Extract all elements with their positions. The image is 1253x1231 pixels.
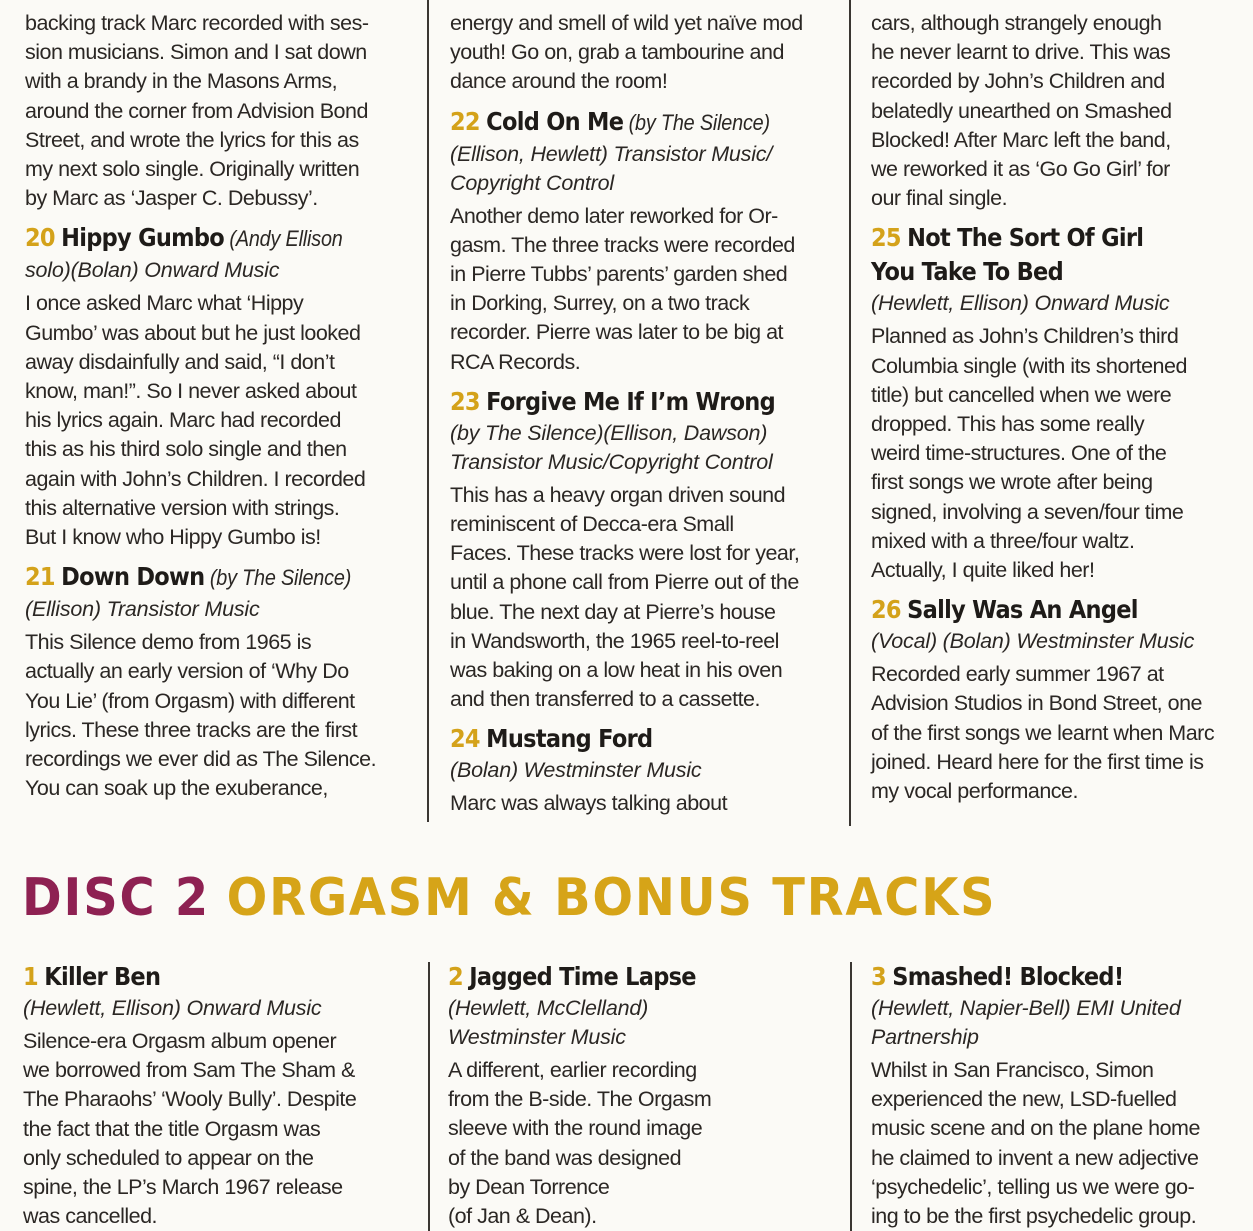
track-title: Not The Sort Of Girl (907, 223, 1144, 253)
track-title: Hippy Gumbo (61, 223, 225, 253)
column-1 (25, 9, 420, 803)
track-body: A different, earlier recording from the B-side. The Orgasm sleeve with the round image of the band was designed by Dean Torrence (of Jan & Dean). (448, 1058, 712, 1229)
track-number: 20 (25, 223, 55, 253)
track-number: 2 (448, 962, 463, 991)
track-credit: (Hewlett, Ellison) Onward Music (871, 291, 1170, 316)
continued-text: backing track Marc recorded with ses- sion musicians. Simon and I sat down with a brandy in the Masons Arms, around the corner from Advision Bond Street, and wrote the lyrics for this as my next solo single. Originally written by Marc as ‘Jasper C. Debussy’. (25, 11, 369, 211)
track-25 (871, 221, 1251, 585)
track-title: Mustang Ford (486, 724, 653, 754)
track-23 (450, 385, 842, 715)
track-body: Planned as John’s Children’s third Columbia single (with its shortened title) but cancelled when we were dropped. This has some really weird time-structures. One of the first songs we wrote after being signed, involving a seven/four time mixed with a three/four waltz. Actually, I quite liked her! (871, 324, 1187, 583)
track-body: Recorded early summer 1967 at Advision Studios in Bond Street, one of the first songs we learnt when Marc joined. Heard here for the first time is my vocal performance. (871, 662, 1215, 804)
track-body: I once asked Marc what ‘Hippy Gumbo’ was about but he just looked away disdainfully and said, “I don’t know, man!”. So I never asked about his lyrics again. Marc had recorded this as his third solo single and then again with John’s Children. I recorded this alternative version with strings. But I know who Hippy Gumbo is! (25, 291, 366, 550)
track-body: Whilst in San Francisco, Simon experienced the new, LSD-fuelled music scene and on the plane home he claimed to invent a new adjective ‘psychedelic’, telling us we were go- ing to be the first psychedelic group. (871, 1058, 1200, 1229)
track-21 (25, 560, 420, 803)
track-credit: (Vocal) (Bolan) Westminster Music (871, 629, 1195, 654)
track-credit: (Hewlett, Napier-Bell) EMI United Partnership (871, 996, 1181, 1049)
track-credit: (Ellison) Transistor Music (25, 597, 260, 622)
track-credit: (Bolan) Westminster Music (450, 758, 702, 783)
column-rule (427, 0, 429, 822)
track-body: This Silence demo from 1965 is actually an early version of ‘Why Do You Lie’ (from Orgasm) with different lyrics. These three tracks are the first recordings we ever did as The Silence. You can soak up the exuberance, (25, 630, 377, 801)
track-2 (448, 960, 843, 1231)
track-number: 22 (450, 106, 480, 136)
column-rule (428, 962, 430, 1231)
track-number: 3 (871, 962, 886, 991)
track-body: Silence-era Orgasm album opener we borrowed from Sam The Sham & The Pharaohs’ ‘Wooly Bully’. Despite the fact that the title Orgasm was only scheduled to appear on the spine, the LP’s March 1967 release was cancelled. (23, 1029, 357, 1229)
track-credit: (Hewlett, McClelland) Westminster Music (448, 996, 649, 1049)
track-number: 26 (871, 595, 901, 625)
disc-label: DISC 2 (22, 868, 211, 928)
track-credit: (Andy Ellison (229, 226, 343, 252)
disc2-column-2 (448, 960, 843, 1231)
track-credit: solo)(Bolan) Onward Music (25, 258, 280, 283)
track-26 (871, 593, 1251, 806)
track-number: 1 (23, 962, 38, 991)
track-title: Jagged Time Lapse (469, 962, 696, 991)
track-title: Forgive Me If I’m Wrong (486, 386, 775, 416)
track-title: Killer Ben (44, 962, 161, 991)
track-body: This has a heavy organ driven sound reminiscent of Decca-era Small Faces. These tracks were lost for year, until a phone call from Pierre out of the blue. The next day at Pierre’s house in Wandsworth, the 1965 reel-to-reel was baking on a low heat in his oven and then transferred to a cassette. (450, 482, 800, 712)
column-3 (871, 9, 1251, 806)
track-number: 23 (450, 386, 480, 416)
track-1 (23, 960, 421, 1231)
track-title: Cold On Me (486, 106, 624, 136)
track-credit: (by The Silence)(Ellison, Dawson) Transistor Music/Copyright Control (450, 420, 773, 474)
column-rule (849, 0, 851, 826)
track-credit: (Hewlett, Ellison) Onward Music (23, 996, 322, 1020)
track-title: Sally Was An Angel (907, 595, 1138, 625)
column-rule (850, 962, 852, 1231)
disc-title: ORGASM & BONUS TRACKS (226, 868, 997, 928)
track-number: 24 (450, 724, 480, 754)
track-number: 25 (871, 223, 901, 253)
track-20 (25, 221, 420, 552)
track-number: 21 (25, 562, 55, 592)
section-heading (22, 866, 996, 930)
track-body: Marc was always talking about (450, 791, 728, 816)
track-24 (450, 722, 842, 818)
disc2-column-1 (23, 960, 421, 1231)
continued-text: energy and smell of wild yet naïve mod youth! Go on, grab a tambourine and dance around the room! (450, 11, 803, 94)
track-body: Another demo later reworked for Or- gasm. The three tracks were recorded in Pierre Tubbs’ parents’ garden shed in Dorking, Surrey, on a two track recorder. Pierre was later to be big at RCA Records. (450, 203, 795, 374)
column-2 (450, 9, 842, 819)
track-title: Smashed! Blocked! (892, 962, 1124, 991)
track-22 (450, 105, 842, 377)
track-3 (871, 960, 1251, 1231)
track-title: Down Down (61, 562, 205, 592)
track-credit: (by The Silence) (628, 109, 770, 135)
disc2-column-3 (871, 960, 1251, 1231)
track-credit: (Ellison, Hewlett) Transistor Music/ Copyright Control (450, 141, 773, 195)
track-title: You Take To Bed (871, 257, 1063, 287)
continued-text: cars, although strangely enough he never learnt to drive. This was recorded by John’s Children and belatedly unearthed on Smashed Blocked! After Marc left the band, we reworked it as ‘Go Go Girl’ for our final single. (871, 11, 1172, 211)
track-credit: (by The Silence) (209, 565, 352, 591)
